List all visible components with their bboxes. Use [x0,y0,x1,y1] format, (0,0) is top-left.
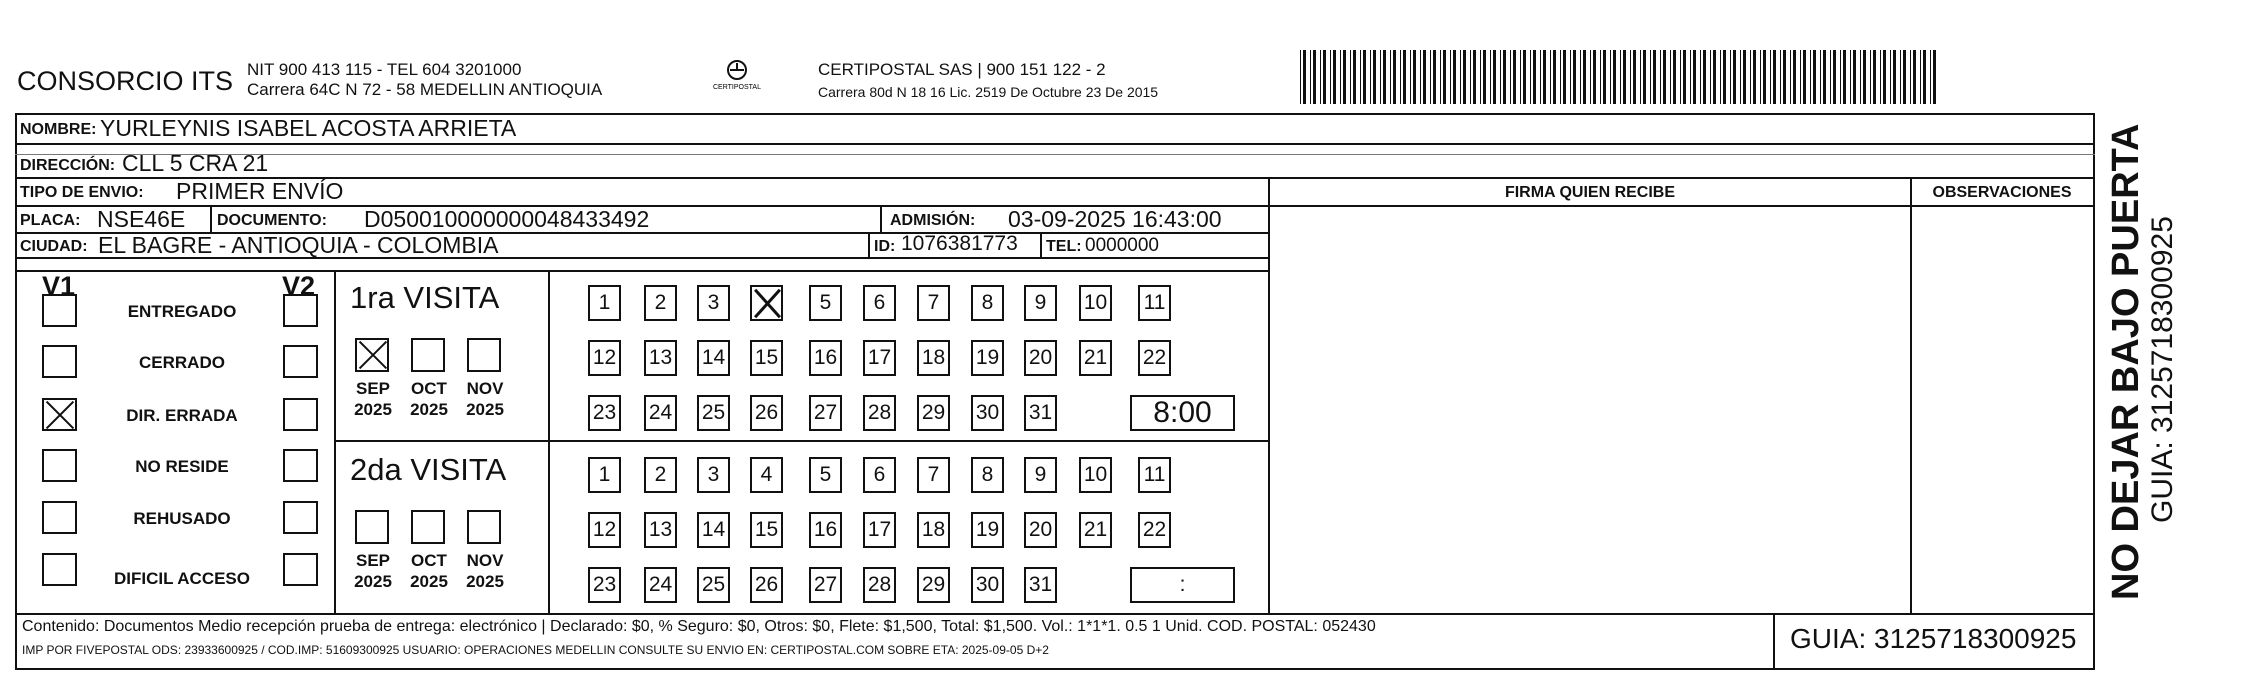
firma-header: FIRMA QUIEN RECIBE [1504,184,1676,201]
day-checkbox[interactable]: 25 [697,567,730,603]
barcode-bar [1733,50,1736,104]
v2-checkbox[interactable] [283,345,318,378]
v2-header: V2 [282,271,316,301]
month-checkbox[interactable] [411,510,445,544]
barcode-bar [1753,50,1756,104]
barcode-bar [1860,50,1861,104]
barcode-bar [1853,50,1856,104]
month-checkbox[interactable] [355,510,389,544]
day-checkbox[interactable]: 10 [1079,285,1112,321]
barcode-bar [1503,50,1506,104]
month-name: SEP [355,551,391,570]
day-checkbox[interactable]: 24 [644,395,677,431]
carrier-nit-line: CERTIPOSTAL SAS | 900 151 122 - 2 [818,60,1106,79]
barcode-bar [1553,50,1556,104]
barcode-bar [1900,50,1901,104]
day-checkbox[interactable]: 18 [917,512,950,548]
barcode-bar [1313,50,1316,104]
barcode-bar [1513,50,1516,104]
month-label [399,550,459,592]
day-checkbox[interactable]: 8 [971,285,1004,321]
barcode-bar [1463,50,1466,104]
barcode-bar [1400,50,1401,104]
svg-text:CERTIPOSTAL: CERTIPOSTAL [713,84,761,91]
barcode-bar [1823,50,1826,104]
day-checkbox[interactable]: 8 [971,457,1004,493]
nombre-label: NOMBRE: [20,121,97,138]
day-checkbox[interactable]: 19 [971,340,1004,376]
barcode-bar [1810,50,1811,104]
barcode-bar [1330,50,1331,104]
day-checkbox[interactable]: 6 [863,285,896,321]
barcode-bar [1683,50,1686,104]
barcode-bar [1633,50,1636,104]
month-name: SEP [355,379,391,398]
month-year: 2025 [354,400,392,419]
day-checkbox[interactable]: 24 [644,567,677,603]
footer-print-line: IMP POR FIVEPOSTAL ODS: 23933600925 / COD.IMP: 51609300925 USUARIO: OPERACIONES MEDELLIN CONSULTE SU ENVIO EN: CERTIPOSTAL.COM SOBRE ETA: 2025-09-05 D+2 [22,643,1049,657]
day-checkbox[interactable]: 28 [863,567,896,603]
barcode-bar [1580,50,1581,104]
barcode-bar [1473,50,1476,104]
barcode-bar [1433,50,1436,104]
day-checkbox[interactable]: 26 [750,395,783,431]
barcode-bar [1843,50,1846,104]
placa-label: PLACA: [20,212,81,229]
v1-checkbox[interactable] [42,345,77,378]
barcode-bar [1800,50,1801,104]
barcode-bar [1300,50,1301,104]
day-checkbox[interactable]: 30 [971,567,1004,603]
barcode-bar [1763,50,1766,104]
documento-value: D050010000000048433492 [364,206,650,232]
barcode-bar [1620,50,1621,104]
barcode-bar [1700,50,1701,104]
barcode-bar [1353,50,1356,104]
direccion-label: DIRECCIÓN: [20,157,116,174]
month-name: OCT [411,379,447,398]
day-checkbox[interactable]: 27 [809,395,842,431]
v1-checkbox[interactable] [42,501,77,534]
barcode-bar [1803,50,1806,104]
status-label: CERRADO [139,353,225,372]
admision-value: 03-09-2025 16:43:00 [1008,206,1222,232]
month-name: OCT [411,551,447,570]
day-checkbox[interactable]: 3 [697,285,730,321]
barcode-bar [1340,50,1341,104]
barcode-bar [1783,50,1786,104]
day-checkbox[interactable]: 7 [917,457,950,493]
day-checkbox[interactable]: 14 [697,512,730,548]
day-checkbox[interactable]: 26 [750,567,783,603]
barcode-bar [1370,50,1371,104]
barcode-bar [1873,50,1876,104]
day-checkbox[interactable]: 20 [1024,512,1057,548]
v2-checkbox[interactable] [283,398,318,431]
barcode-bar [1440,50,1441,104]
day-checkbox[interactable]: 15 [750,340,783,376]
barcode-bar [1670,50,1671,104]
day-checkbox[interactable]: 12 [588,340,621,376]
barcode-bar [1840,50,1841,104]
day-checkbox[interactable]: 27 [809,567,842,603]
day-checkbox[interactable]: 14 [697,340,730,376]
v1-checkbox[interactable] [42,553,77,586]
company-nit-line: NIT 900 413 115 - TEL 604 3201000 [247,60,522,79]
barcode-bar [1933,50,1936,104]
v2-checkbox[interactable] [283,553,318,586]
barcode-bar [1903,50,1906,104]
barcode-bar [1663,50,1666,104]
footer-guia: GUIA: 3125718300925 [1790,623,2077,654]
barcode-bar [1323,50,1326,104]
barcode-bar [1613,50,1616,104]
barcode-bar [1760,50,1761,104]
barcode-bar [1590,50,1591,104]
id-label: ID: [874,238,896,255]
barcode-bar [1910,50,1911,104]
barcode-bar [1310,50,1311,104]
day-checkbox[interactable]: 3 [697,457,730,493]
barcode-bar [1583,50,1586,104]
day-checkbox[interactable]: 28 [863,395,896,431]
barcode-bar [1650,50,1651,104]
visit-title: 2da VISITA [350,452,507,487]
barcode-bar [1483,50,1486,104]
v1-checkbox[interactable] [42,398,77,431]
barcode-bar [1723,50,1726,104]
barcode-bar [1880,50,1881,104]
month-year: 2025 [410,400,448,419]
time-field[interactable]: 8:00 [1130,395,1235,431]
barcode-bar [1450,50,1451,104]
day-checkbox[interactable]: 21 [1079,512,1112,548]
day-checkbox[interactable]: 15 [750,512,783,548]
v2-checkbox[interactable] [283,449,318,482]
month-label [399,378,459,420]
barcode-bar [1850,50,1851,104]
barcode-bar [1500,50,1501,104]
day-checkbox[interactable]: 11 [1138,285,1171,321]
day-checkbox[interactable]: 9 [1024,285,1057,321]
barcode-bar [1603,50,1606,104]
barcode-bar [1560,50,1561,104]
barcode-bar [1640,50,1641,104]
day-checkbox[interactable]: 12 [588,512,621,548]
day-checkbox[interactable]: 6 [863,457,896,493]
barcode-bar [1320,50,1321,104]
month-name: NOV [466,551,504,570]
barcode-bar [1820,50,1821,104]
month-checkbox[interactable] [467,338,501,372]
month-label [455,378,515,420]
v1-checkbox[interactable] [42,449,77,482]
placa-value: NSE46E [97,206,186,232]
barcode-bar [1890,50,1891,104]
barcode-bar [1833,50,1836,104]
day-checkbox[interactable]: 23 [588,395,621,431]
day-checkbox[interactable]: 5 [809,285,842,321]
documento-label: DOCUMENTO: [217,212,327,229]
month-label [455,550,515,592]
barcode-bar [1343,50,1346,104]
day-checkbox[interactable]: 19 [971,512,1004,548]
barcode-bar [1680,50,1681,104]
day-checkbox[interactable]: 1 [588,457,621,493]
barcode-bar [1460,50,1461,104]
v1-header: V1 [42,271,76,301]
barcode-bar [1403,50,1406,104]
barcode-bar [1920,50,1921,104]
day-checkbox[interactable]: 13 [644,340,677,376]
tipo-envio-value: PRIMER ENVÍO [176,178,344,204]
barcode-bar [1870,50,1871,104]
month-label [343,550,403,592]
barcode-bar [1883,50,1886,104]
barcode-bar [1623,50,1626,104]
month-year: 2025 [466,572,504,591]
month-year: 2025 [354,572,392,591]
barcode-bar [1563,50,1566,104]
day-checkbox[interactable]: 25 [697,395,730,431]
barcode-bar [1420,50,1421,104]
barcode-bar [1430,50,1431,104]
barcode-bar [1530,50,1531,104]
barcode-bar [1743,50,1746,104]
barcode-bar [1610,50,1611,104]
barcode-bar [1540,50,1541,104]
barcode-bar [1410,50,1411,104]
barcode-bar [1740,50,1741,104]
barcode-bar [1790,50,1791,104]
barcode-bar [1793,50,1796,104]
day-checkbox[interactable]: 11 [1138,457,1171,493]
barcode-bar [1390,50,1391,104]
day-checkbox[interactable]: 22 [1138,340,1171,376]
day-checkbox[interactable]: 21 [1079,340,1112,376]
day-checkbox[interactable]: 16 [809,512,842,548]
status-label: NO RESIDE [135,457,229,476]
nombre-value: YURLEYNIS ISABEL ACOSTA ARRIETA [100,115,517,141]
barcode-bar [1863,50,1866,104]
month-checkbox[interactable] [411,338,445,372]
ciudad-label: CIUDAD: [20,238,88,255]
tel-label: TEL: [1046,238,1082,255]
month-year: 2025 [466,400,504,419]
month-checkbox[interactable] [467,510,501,544]
barcode-bar [1423,50,1426,104]
day-checkbox[interactable]: 13 [644,512,677,548]
barcode [1300,50,1940,106]
day-checkbox[interactable]: 29 [917,395,950,431]
status-label: DIFICIL ACCESO [113,569,250,588]
day-checkbox[interactable]: 20 [1024,340,1057,376]
barcode-bar [1333,50,1336,104]
barcode-bar [1380,50,1381,104]
barcode-bar [1360,50,1361,104]
barcode-bar [1773,50,1776,104]
barcode-bar [1600,50,1601,104]
day-checkbox[interactable]: 5 [809,457,842,493]
day-checkbox[interactable]: 22 [1138,512,1171,548]
visit-title: 1ra VISITA [350,280,500,315]
month-name: NOV [466,379,504,398]
barcode-bar [1350,50,1351,104]
day-checkbox[interactable]: 31 [1024,395,1057,431]
barcode-bar [1383,50,1386,104]
barcode-bar [1643,50,1646,104]
day-checkbox[interactable]: 1 [588,285,621,321]
time-field[interactable]: : [1130,567,1235,603]
v2-checkbox[interactable] [283,501,318,534]
tipo-envio-label: TIPO DE ENVIO: [20,184,144,201]
certipostal-logo-icon [710,58,764,96]
carrier-address-line: Carrera 80d N 18 16 Lic. 2519 De Octubre 23 De 2015 [818,84,1159,100]
barcode-bar [1480,50,1481,104]
barcode-bar [1730,50,1731,104]
day-checkbox[interactable]: 30 [971,395,1004,431]
barcode-bar [1443,50,1446,104]
barcode-bar [1693,50,1696,104]
admision-label: ADMISIÓN: [890,212,976,229]
barcode-bar [1630,50,1631,104]
barcode-bar [1913,50,1916,104]
barcode-bar [1690,50,1691,104]
barcode-bar [1453,50,1456,104]
id-value: 1076381773 [901,232,1018,255]
barcode-bar [1413,50,1416,104]
barcode-bar [1713,50,1716,104]
barcode-bar [1720,50,1721,104]
barcode-bar [1470,50,1471,104]
barcode-bar [1523,50,1526,104]
barcode-bar [1543,50,1546,104]
barcode-bar [1930,50,1931,104]
ciudad-value: EL BAGRE - ANTIOQUIA - COLOMBIA [98,232,499,258]
barcode-bar [1550,50,1551,104]
barcode-bar [1710,50,1711,104]
month-checkbox[interactable] [355,338,389,372]
direccion-value: CLL 5 CRA 21 [122,150,269,176]
barcode-bar [1653,50,1656,104]
v2-checkbox[interactable] [283,294,318,327]
barcode-bar [1533,50,1536,104]
barcode-bar [1923,50,1926,104]
barcode-bar [1770,50,1771,104]
company-address-line: Carrera 64C N 72 - 58 MEDELLIN ANTIOQUIA [247,80,603,99]
company-name: CONSORCIO ITS [17,66,234,96]
day-checkbox[interactable]: 29 [917,567,950,603]
day-checkbox[interactable]: 23 [588,567,621,603]
day-checkbox[interactable]: 7 [917,285,950,321]
day-checkbox[interactable]: 2 [644,285,677,321]
status-label: REHUSADO [133,509,231,528]
barcode-bar [1673,50,1676,104]
month-year: 2025 [410,572,448,591]
day-checkbox[interactable]: 31 [1024,567,1057,603]
tel-value: 0000000 [1085,235,1159,256]
barcode-bar [1393,50,1396,104]
side-warning: NO DEJAR BAJO PUERTA [2105,123,2147,600]
barcode-bar [1570,50,1571,104]
day-checkbox[interactable]: 4 [750,457,783,493]
side-guia: GUIA: 3125718300925 [2146,216,2179,523]
day-checkbox[interactable] [750,285,783,321]
barcode-bar [1660,50,1661,104]
barcode-bar [1373,50,1376,104]
barcode-bar [1573,50,1576,104]
observaciones-header: OBSERVACIONES [1932,184,2072,201]
barcode-bar [1363,50,1366,104]
barcode-bar [1813,50,1816,104]
barcode-bar [1893,50,1896,104]
day-checkbox[interactable]: 16 [809,340,842,376]
footer-content-line: Contenido: Documentos Medio recepción prueba de entrega: electrónico | Declarado: $0, % Seguro: $0, Otros: $0, Flete: $1,500, Total: $1,500. Vol.: 1*1*1. 0.5 1 Unid. COD. POSTAL: 052430 [22,618,1376,635]
barcode-bar [1493,50,1496,104]
day-checkbox[interactable]: 17 [863,512,896,548]
barcode-bar [1490,50,1491,104]
day-checkbox[interactable]: 2 [644,457,677,493]
barcode-bar [1593,50,1596,104]
status-label: DIR. ERRADA [126,406,238,425]
v1-checkbox[interactable] [42,294,77,327]
barcode-bar [1830,50,1831,104]
barcode-bar [1520,50,1521,104]
status-label: ENTREGADO [127,302,237,321]
day-checkbox[interactable]: 10 [1079,457,1112,493]
barcode-bar [1703,50,1706,104]
day-checkbox[interactable]: 18 [917,340,950,376]
barcode-bar [1303,50,1306,104]
barcode-bar [1510,50,1511,104]
day-checkbox[interactable]: 9 [1024,457,1057,493]
barcode-bar [1780,50,1781,104]
barcode-bar [1750,50,1751,104]
day-checkbox[interactable]: 17 [863,340,896,376]
month-label [343,378,403,420]
